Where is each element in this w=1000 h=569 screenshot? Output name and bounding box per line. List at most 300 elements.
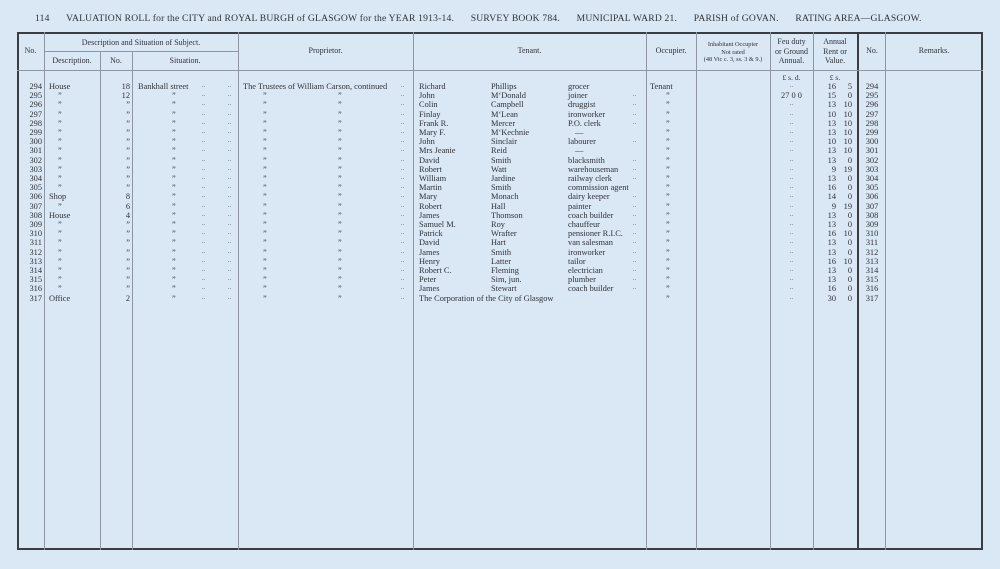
leader-dots: .. [202,110,205,117]
row-rent-pounds: 13 [827,210,836,220]
header-no-right: No. [866,46,878,55]
row-proprietor-ditto: ” [338,118,342,128]
row-tenant-occupation: chauffeur [568,220,600,229]
survey-book: SURVEY BOOK 784. [470,13,560,24]
row-no: 302 [29,155,42,165]
leader-dots: .. [633,165,636,172]
row-rent-shillings: 19 [843,201,852,211]
row-no-right: 307 [865,201,879,211]
row-tenant-occupation: warehouseman [568,164,619,174]
row-no-right: 298 [865,118,879,128]
leader-dots: .. [228,138,231,145]
row-tenant-first-name: John [419,137,435,147]
row-tenant-first-name: Robert [419,201,442,211]
row-subject-no: ” [126,284,130,294]
row-occupier: ” [666,146,670,156]
row-subject-no: ” [126,229,130,239]
row-no: 306 [29,192,42,202]
row-proprietor-ditto: ” [263,201,267,211]
row-proprietor-ditto: ” [263,155,267,165]
row-feu-duty: .. [790,147,793,154]
header-inhabitant [696,41,770,64]
page-header [35,13,936,24]
row-tenant-surname: Watt [491,164,507,174]
row-description: ” [58,174,62,183]
row-tenant-surname: Wrafter [491,229,517,239]
leader-dots: .. [633,276,636,283]
row-rent-pounds: 14 [827,192,836,202]
row-occupier: ” [666,220,670,229]
row-description: ” [58,256,62,266]
header-occupier: Occupier. [655,46,687,55]
leader-dots: .. [401,110,404,117]
row-rent-shillings: 0 [847,247,852,257]
row-situation: ” [172,201,176,211]
leader-dots: .. [202,129,205,135]
row-tenant-surname: Mercer [491,118,516,128]
row-tenant-surname: M‘Donald [491,91,526,101]
leader-dots: .. [202,193,205,200]
row-no: 300 [29,137,42,147]
header-proprietor: Proprietor. [308,46,343,55]
row-feu-duty: .. [790,276,793,283]
row-tenant-occupation: van salesman [568,238,613,248]
row-tenant-first-name: Colin [419,100,438,110]
row-no: 298 [29,118,42,128]
row-rent-shillings: 19 [843,164,852,174]
row-proprietor-ditto: ” [338,128,342,137]
row-rent-shillings: 0 [847,183,852,193]
row-description: ” [58,201,62,211]
row-rent-pounds: 16 [827,229,836,239]
row-feu-duty: .. [790,193,793,200]
row-occupier: ” [666,284,670,294]
row-no: 308 [29,210,42,220]
row-proprietor: The Trustees of William Carson, continued [243,82,388,91]
header-description: Description. [52,56,92,65]
row-no-right: 313 [865,256,879,266]
row-tenant-first-name: Robert C. [419,266,452,275]
leader-dots: .. [202,165,205,172]
row-situation: ” [172,137,176,147]
leader-dots: .. [228,165,231,172]
row-rent-pounds: 13 [827,174,836,183]
row-no: 296 [29,100,42,110]
row-tenant: The Corporation of the City of Glasgow [419,293,554,303]
row-description: ” [58,146,62,156]
row-feu-duty: .. [790,294,793,301]
row-no-right: 315 [865,275,879,285]
row-occupier: ” [666,155,670,165]
row-situation: ” [172,128,176,137]
leader-dots: .. [202,156,205,163]
leader-dots: .. [228,119,231,126]
row-rent-shillings: 10 [843,109,852,119]
header-annual-rent [813,37,857,66]
leader-dots: .. [401,119,404,126]
row-tenant-surname: Sim, jun. [491,275,522,285]
rating-area: RATING AREA—GLASGOW. [795,13,922,24]
leader-dots: .. [401,83,404,89]
row-proprietor-ditto: ” [338,155,342,165]
leader-dots: .. [401,184,404,191]
row-rent-pounds: 9 [831,201,836,211]
row-tenant-occupation: painter [568,201,592,211]
row-tenant-first-name: David [419,155,440,165]
row-feu-duty: .. [790,221,793,227]
row-situation: ” [172,210,176,220]
row-tenant-first-name: Peter [419,275,437,285]
row-tenant-surname: Reid [491,146,507,156]
row-tenant-first-name: Mary [419,192,438,202]
row-description: ” [58,229,62,239]
header-line: or Ground [774,46,809,56]
row-situation: ” [172,247,176,257]
row-tenant-surname: Smith [491,183,512,193]
page-number: 114 [35,13,50,24]
row-rent-pounds: 10 [827,109,836,119]
row-rent-pounds: 13 [827,247,836,257]
row-tenant-first-name: Finlay [419,109,441,119]
leader-dots: .. [401,285,404,292]
row-occupier: Tenant [650,82,673,91]
row-rent-pounds: 13 [827,155,836,165]
row-rent-pounds: 16 [827,183,836,193]
row-tenant-occupation: coach builder [568,284,614,294]
leader-dots: .. [202,276,205,283]
row-proprietor-ditto: ” [338,266,342,275]
row-subject-no: ” [126,256,130,266]
row-tenant-first-name: David [419,238,440,248]
row-proprietor-ditto: ” [263,137,267,147]
row-subject-no: ” [126,109,130,119]
row-subject-no: 18 [121,82,130,91]
row-rent-shillings: 0 [847,293,852,303]
row-tenant-occupation: — [575,128,584,137]
row-no-right: 304 [865,174,879,183]
row-no-right: 310 [865,229,879,239]
row-feu-duty: .. [790,239,793,246]
row-tenant-first-name: Mary F. [419,128,446,137]
row-situation: ” [172,275,176,285]
leader-dots: .. [633,202,636,209]
row-situation: ” [172,155,176,165]
leader-dots: .. [202,285,205,292]
leader-dots: .. [202,294,205,301]
leader-dots: .. [202,230,205,237]
header-divider [44,51,238,52]
row-tenant-occupation: pensioner R.I.C. [568,229,623,239]
row-rent-pounds: 10 [827,137,836,147]
leader-dots: .. [633,101,636,108]
row-no: 294 [29,82,42,91]
leader-dots: .. [228,110,231,117]
row-subject-no: ” [126,220,130,229]
row-tenant-occupation: coach builder [568,210,614,220]
row-description: Office [49,293,71,303]
leader-dots: .. [633,156,636,163]
row-no: 295 [29,91,42,101]
row-occupier: ” [666,293,670,303]
row-proprietor-ditto: ” [338,91,342,101]
leader-dots: .. [401,175,404,181]
row-no: 317 [29,293,42,303]
row-tenant-first-name: Richard [419,82,446,91]
row-rent-shillings: 0 [847,275,852,285]
row-proprietor-ditto: ” [263,174,267,183]
row-description: ” [58,118,62,128]
row-subject-no: ” [126,183,130,193]
row-tenant-occupation: electrician [568,266,603,275]
row-occupier: ” [666,201,670,211]
leader-dots: .. [202,101,205,108]
row-no-right: 302 [865,155,879,165]
row-rent-shillings: 10 [843,146,852,156]
header-remarks: Remarks. [918,46,950,55]
row-occupier: ” [666,164,670,174]
leader-dots: .. [633,193,636,200]
leader-dots: .. [228,147,231,154]
row-tenant-first-name: James [419,210,440,220]
row-description: ” [58,275,62,285]
row-proprietor-ditto: ” [263,183,267,193]
row-feu-duty: .. [790,119,793,126]
row-rent-shillings: 0 [847,284,852,294]
leader-dots: .. [401,248,404,255]
row-proprietor-ditto: ” [263,192,267,202]
row-tenant-surname: Jardine [491,174,516,183]
column-divider [413,32,414,550]
row-feu-duty: .. [790,202,793,209]
row-no-right: 312 [865,247,879,257]
row-proprietor-ditto: ” [263,275,267,285]
row-tenant-first-name: William [419,174,447,183]
leader-dots: .. [228,83,231,89]
leader-dots: .. [228,175,231,181]
row-rent-pounds: 30 [827,293,836,303]
leader-dots: .. [633,221,636,227]
row-description: House [49,82,71,91]
leader-dots: .. [633,110,636,117]
row-rent-shillings: 0 [847,266,852,275]
row-situation: Bankhall street [138,82,189,91]
leader-dots: .. [401,156,404,163]
leader-dots: .. [401,294,404,301]
row-rent-shillings: 0 [847,155,852,165]
row-occupier: ” [666,183,670,193]
row-tenant-occupation: ironworker [568,247,606,257]
row-rent-pounds: 13 [827,146,836,156]
row-tenant-occupation: joiner [568,91,588,101]
leader-dots: .. [202,119,205,126]
leader-dots: .. [228,211,231,218]
row-situation: ” [172,293,176,303]
row-feu-duty: .. [790,175,793,181]
column-divider [44,32,45,550]
leader-dots: .. [228,294,231,301]
row-proprietor-ditto: ” [338,247,342,257]
row-tenant-occupation: druggist [568,100,596,110]
row-tenant-surname: Fleming [491,266,519,275]
row-proprietor-ditto: ” [338,220,342,229]
row-feu-duty: .. [790,83,793,89]
row-no: 316 [29,284,42,294]
leader-dots: .. [633,92,636,99]
row-no-right: 317 [865,293,879,303]
header-description-group: Description and Situation of Subject. [81,38,201,47]
leader-dots: .. [633,119,636,126]
row-subject-no: ” [126,155,130,165]
row-proprietor-ditto: ” [263,146,267,156]
row-tenant-first-name: Patrick [419,229,443,239]
row-tenant-occupation: dairy keeper [568,192,610,202]
row-rent-shillings: 0 [847,91,852,101]
row-tenant-first-name: Frank R. [419,118,449,128]
row-subject-no: ” [126,137,130,147]
row-feu-duty: .. [790,101,793,108]
leader-dots: .. [401,202,404,209]
row-situation: ” [172,118,176,128]
row-rent-pounds: 13 [827,220,836,229]
row-tenant-surname: Phillips [491,82,517,91]
row-subject-no: 12 [121,91,130,101]
leader-dots: .. [633,138,636,145]
leader-dots: .. [202,239,205,246]
row-occupier: ” [666,229,670,239]
row-feu-duty: .. [790,156,793,163]
row-situation: ” [172,164,176,174]
row-subject-no: 2 [125,293,130,303]
row-no-right: 314 [865,266,879,275]
row-no-right: 306 [865,192,879,202]
row-rent-pounds: 13 [827,275,836,285]
row-tenant-occupation: — [575,146,584,156]
row-proprietor-ditto: ” [263,109,267,119]
leader-dots: .. [228,285,231,292]
row-rent-shillings: 10 [843,118,852,128]
row-tenant-surname: Monach [491,192,519,202]
row-subject-no: ” [126,266,130,275]
row-no-right: 299 [865,128,879,137]
row-tenant-first-name: James [419,284,440,294]
row-no: 304 [29,174,42,183]
header-line: Feu duty [777,37,806,46]
parish: PARISH of GOVAN. [693,13,779,24]
row-no-right: 309 [865,220,879,229]
row-proprietor-ditto: ” [263,266,267,275]
row-description: ” [58,220,62,229]
row-rent-shillings: 0 [847,238,852,248]
row-rent-pounds: 13 [827,118,836,128]
row-tenant-occupation: tailor [568,256,586,266]
row-proprietor-ditto: ” [338,164,342,174]
row-tenant-surname: Latter [491,256,511,266]
row-no-right: 305 [865,183,879,193]
row-situation: ” [172,284,176,294]
row-tenant-first-name: Robert [419,164,442,174]
row-situation: ” [172,146,176,156]
leader-dots: .. [633,285,636,292]
row-proprietor-ditto: ” [263,293,267,303]
row-no: 299 [29,128,42,137]
row-no: 307 [29,201,42,211]
row-proprietor-ditto: ” [263,100,267,110]
row-no-right: 300 [865,137,879,147]
row-proprietor-ditto: ” [263,128,267,137]
row-subject-no: 8 [125,192,130,202]
row-rent-shillings: 10 [843,128,852,137]
row-no: 305 [29,183,42,193]
row-situation: ” [172,229,176,239]
row-description: ” [58,109,62,119]
leader-dots: .. [401,276,404,283]
row-feu-duty: .. [790,129,793,135]
row-proprietor-ditto: ” [338,210,342,220]
row-proprietor-ditto: ” [263,256,267,266]
leader-dots: .. [401,257,404,264]
leader-dots: .. [633,239,636,246]
row-proprietor-ditto: ” [338,284,342,294]
header-line: Inhabitant Occupier [707,41,759,48]
leader-dots: .. [202,138,205,145]
row-description: ” [58,91,62,101]
row-occupier: ” [666,210,670,220]
row-occupier: ” [666,137,670,147]
row-proprietor-ditto: ” [338,201,342,211]
row-rent-pounds: 16 [827,256,836,266]
row-proprietor-ditto: ” [263,91,267,101]
column-divider [885,32,886,550]
row-subject-no: ” [126,100,130,110]
row-occupier: ” [666,118,670,128]
roll-title: VALUATION ROLL for the CITY and ROYAL BURGH of GLASGOW for the YEAR 1913-14. [66,13,455,24]
leader-dots: .. [633,211,636,218]
row-rent-pounds: 13 [827,238,836,248]
leader-dots: .. [228,92,231,99]
leader-dots: .. [228,101,231,108]
leader-dots: .. [228,221,231,227]
leader-dots: .. [633,248,636,255]
row-situation: ” [172,100,176,110]
leader-dots: .. [202,211,205,218]
leader-dots: .. [202,184,205,191]
row-proprietor-ditto: ” [338,109,342,119]
row-proprietor-ditto: ” [338,146,342,156]
leader-dots: .. [202,92,205,99]
row-tenant-occupation: commission agent [568,183,629,193]
row-tenant-occupation: railway clerk [568,174,612,183]
row-proprietor-ditto: ” [263,247,267,257]
row-subject-no: ” [126,247,130,257]
row-tenant-surname: Thomson [491,210,523,220]
row-rent-shillings: 0 [847,174,852,183]
row-tenant-surname: Hart [491,238,506,248]
row-description: ” [58,128,62,137]
row-occupier: ” [666,275,670,285]
row-no: 301 [29,146,42,156]
row-no-right: 308 [865,210,879,220]
row-tenant-surname: Smith [491,155,512,165]
leader-dots: .. [401,92,404,99]
header-line: Value. [824,56,846,65]
leader-dots: .. [401,129,404,135]
row-proprietor-ditto: ” [263,284,267,294]
row-rent-pounds: 13 [827,100,836,110]
row-proprietor-ditto: ” [263,238,267,248]
row-feu-duty: .. [790,184,793,191]
row-tenant-first-name: James [419,247,440,257]
row-no: 309 [29,220,42,229]
